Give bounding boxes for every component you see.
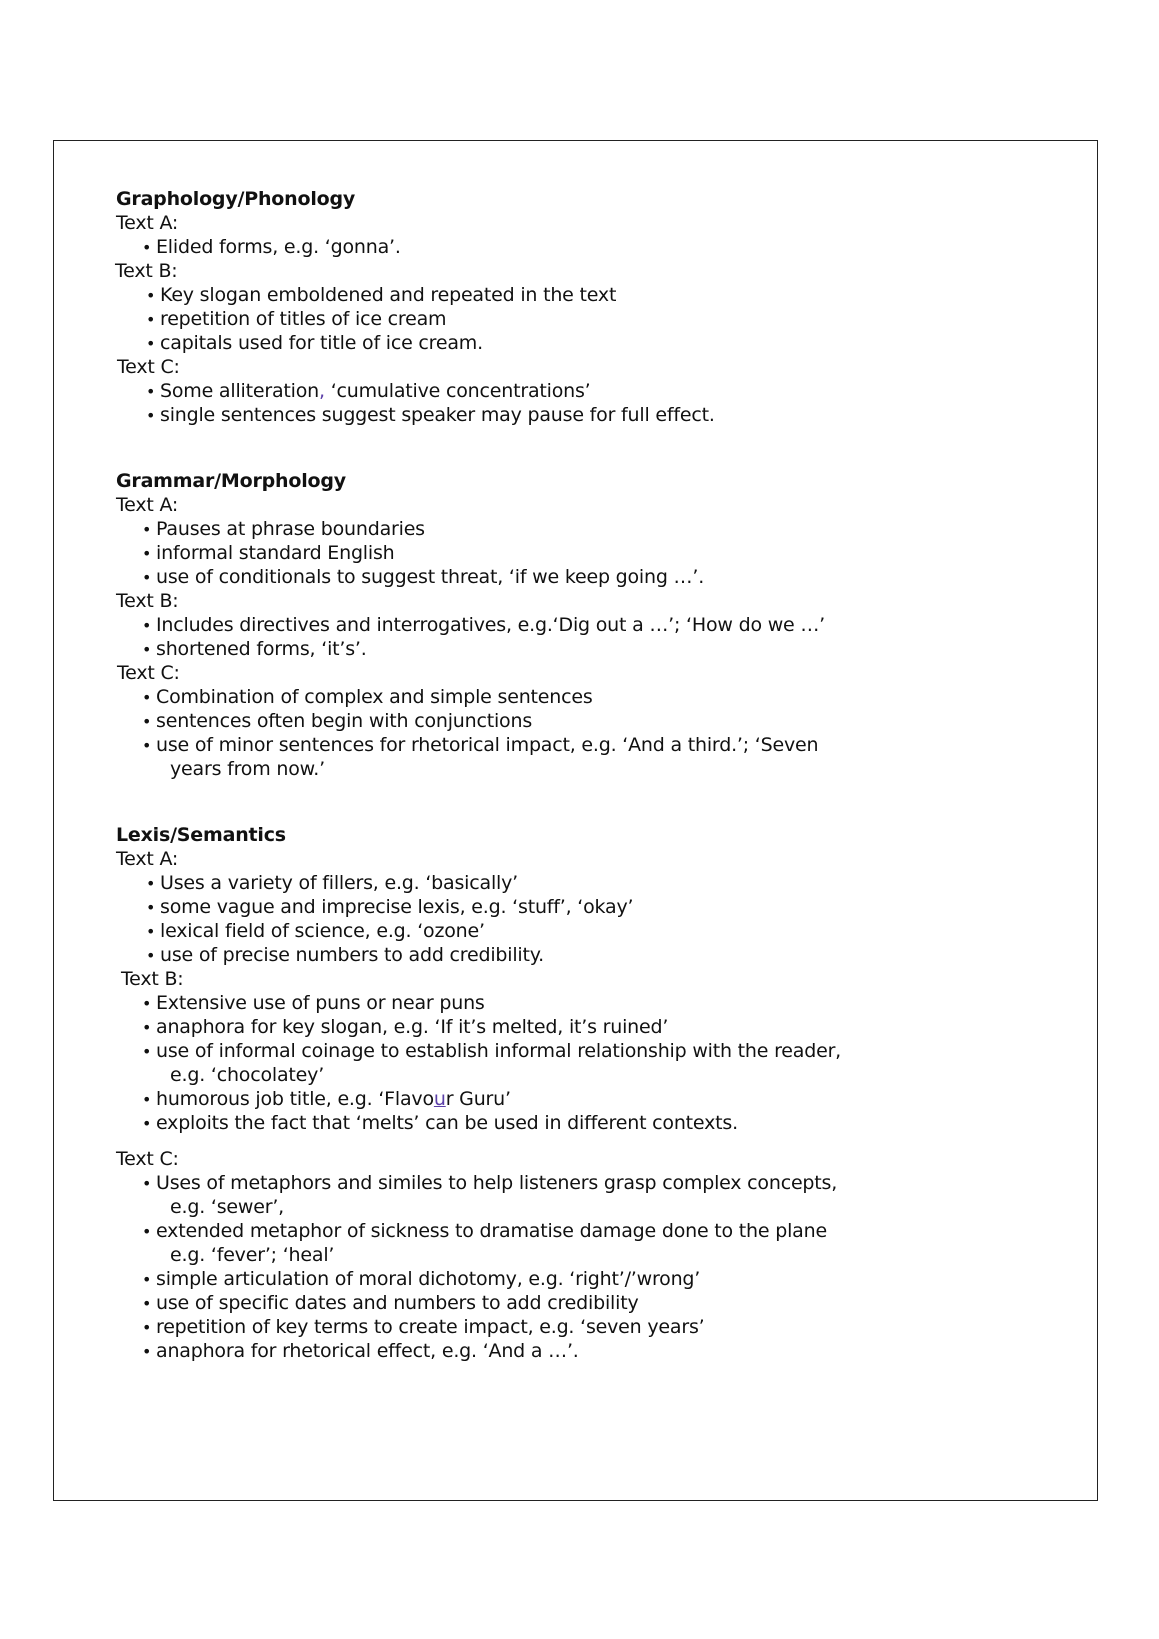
list-item-continuation: e.g. ‘fever’; ‘heal’ (170, 1244, 335, 1266)
section-heading-lexis: Lexis/Semantics (116, 824, 286, 846)
list-item: • some vague and imprecise lexis, e.g. ‘stuff’, ‘okay’ (146, 895, 633, 920)
list-item: • single sentences suggest speaker may pause for full effect. (146, 403, 715, 428)
list-item-continuation: e.g. ‘chocolatey’ (170, 1064, 325, 1086)
text-label: Text C: (116, 1148, 179, 1170)
list-item: • Includes directives and interrogatives, e.g.‘Dig out a …’; ‘How do we …’ (142, 613, 825, 638)
list-item: • use of minor sentences for rhetorical impact, e.g. ‘And a third.’; ‘Seven (142, 733, 818, 758)
list-item-continuation: years from now.’ (170, 758, 325, 780)
text-label: Text C: (117, 662, 180, 684)
list-item: • anaphora for rhetorical effect, e.g. ‘And a …’. (142, 1339, 579, 1364)
list-item: • humorous job title, e.g. ‘Flavour Guru’ (142, 1087, 511, 1112)
list-item-continuation: e.g. ‘sewer’, (170, 1196, 285, 1218)
list-item: • extended metaphor of sickness to dramatise damage done to the plane (142, 1219, 827, 1244)
list-item: • Uses a variety of fillers, e.g. ‘basically’ (146, 871, 518, 896)
list-item: • anaphora for key slogan, e.g. ‘If it’s melted, it’s ruined’ (142, 1015, 668, 1040)
list-item: • Pauses at phrase boundaries (142, 517, 425, 542)
text-label: Text B: (121, 968, 184, 990)
list-item: • Elided forms, e.g. ‘gonna’. (142, 235, 401, 260)
list-item: • lexical field of science, e.g. ‘ozone’ (146, 919, 485, 944)
section-heading-grammar: Grammar/Morphology (116, 470, 346, 492)
list-item: • sentences often begin with conjunctions (142, 709, 532, 734)
list-item: • use of precise numbers to add credibility. (146, 943, 544, 968)
text-label: Text B: (115, 260, 178, 282)
list-item: • informal standard English (142, 541, 395, 566)
list-item: • Some alliteration, ‘cumulative concentrations’ (146, 379, 591, 404)
list-item: • use of informal coinage to establish informal relationship with the reader, (142, 1039, 841, 1064)
list-item: • Uses of metaphors and similes to help listeners grasp complex concepts, (142, 1171, 837, 1196)
list-item: • capitals used for title of ice cream. (146, 331, 483, 356)
list-item: • Key slogan emboldened and repeated in the text (146, 283, 616, 308)
list-item: • use of specific dates and numbers to add credibility (142, 1291, 639, 1316)
list-item: • shortened forms, ‘it’s’. (142, 637, 367, 662)
text-label: Text A: (116, 212, 179, 234)
list-item: • Combination of complex and simple sentences (142, 685, 593, 710)
text-label: Text A: (116, 494, 179, 516)
text-label: Text C: (117, 356, 180, 378)
text-label: Text B: (116, 590, 179, 612)
list-item: • repetition of key terms to create impact, e.g. ‘seven years’ (142, 1315, 704, 1340)
list-item: • repetition of titles of ice cream (146, 307, 446, 332)
section-heading-graphology: Graphology/Phonology (116, 188, 356, 210)
list-item: • simple articulation of moral dichotomy, e.g. ‘right’/’wrong’ (142, 1267, 700, 1292)
list-item: • use of conditionals to suggest threat, ‘if we keep going …’. (142, 565, 704, 590)
list-item: • exploits the fact that ‘melts’ can be used in different contexts. (142, 1111, 738, 1136)
list-item: • Extensive use of puns or near puns (142, 991, 485, 1016)
text-label: Text A: (116, 848, 179, 870)
